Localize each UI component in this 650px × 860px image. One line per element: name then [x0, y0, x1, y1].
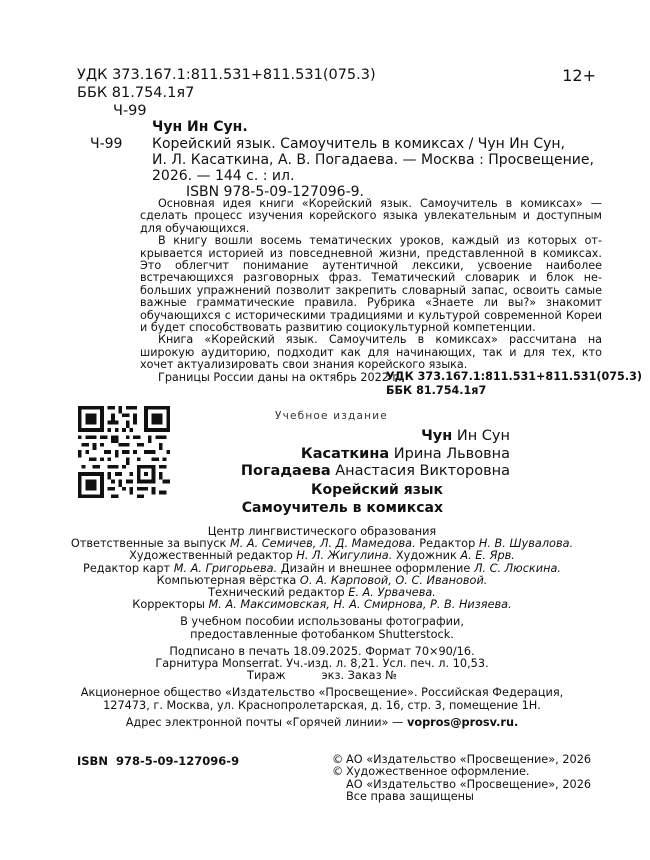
copyright-block — [332, 754, 591, 804]
email-address[interactable]: vopros@prosv.ru. — [406, 715, 519, 729]
biblio-line2: И. Л. Касаткина, А. В. Погадаева. — Москва : Просвещение, — [152, 152, 594, 168]
editor-label: Редактор — [419, 537, 476, 551]
copyright-icon: © — [332, 753, 344, 766]
copyright-line2 — [332, 766, 591, 778]
art-editor-label: Художественный редактор — [129, 549, 293, 563]
tech-editor-label: Технический редактор — [208, 586, 345, 600]
correctors-label: Корректоры — [132, 598, 205, 612]
font-line: Гарнитура Monserrat. Уч.-изд. л. 8,21. Усл. печ. л. 10,53. — [155, 657, 489, 671]
author-2 — [140, 446, 510, 464]
signed-line: Подписано в печать 18.09.2025. Формат 70×90/16. — [169, 644, 475, 658]
annotation — [140, 198, 602, 384]
artist-name: А. Е. Ярв. — [460, 549, 515, 563]
age-rating: 12+ — [562, 66, 596, 85]
design-name: Л. С. Люскина. — [473, 561, 561, 575]
udk-repeat — [386, 370, 642, 398]
resp-label: Ответственные за выпуск — [70, 537, 227, 551]
author-heading: Чун Ин Сун. — [152, 119, 248, 135]
photo-line2: предоставленные фотобанком Shutterstock. — [190, 627, 454, 641]
print-run-line: Тираж экз. Заказ № — [247, 669, 397, 683]
publisher-line2: 127473, г. Москва, ул. Краснопролетарская, д. 16, стр. 3, помещение 1Н. — [103, 698, 541, 712]
biblio-line3: 2026. — 144 с. : ил. — [152, 168, 295, 184]
copyright-line3: АО «Издательство «Просвещение», 2026 — [346, 777, 592, 791]
classification-block — [77, 66, 376, 120]
copyright-text2: Художественное оформление. — [346, 765, 530, 779]
edition-type: Учебное издание — [275, 410, 388, 422]
biblio-isbn: ISBN 978-5-09-127096-9. — [186, 184, 364, 200]
author-3-surname: Погадаева — [240, 463, 331, 479]
author-1 — [140, 428, 510, 446]
map-editor-name: М. А. Григорьева. — [173, 561, 278, 575]
book-subtitle: Самоучитель в комиксах — [241, 500, 443, 516]
copyright-text1: АО «Издательство «Просвещение», 2026 — [346, 753, 592, 766]
layout-names: О. А. Карповой, О. С. Ивановой. — [299, 573, 488, 587]
art-editor-name: Н. Л. Жигулина. — [296, 549, 393, 563]
footer-isbn: ISBN 978-5-09-127096-9 — [77, 754, 240, 768]
author-1-surname: Чун — [421, 428, 453, 444]
author-2-name: Ирина Львовна — [393, 445, 510, 462]
author-3-name: Анастасия Викторовна — [335, 463, 510, 479]
email-label: Адрес электронной почты «Горячей линии» — — [125, 715, 404, 729]
publisher-line1: Акционерное общество «Издательство «Просвещение». Российская Федерация, — [80, 686, 564, 700]
photo-line1: В учебном пособии использованы фотографии, — [180, 615, 464, 629]
layout-label: Компьютерная вёрстка — [156, 573, 297, 587]
bbk-repeat-code: ББК 81.754.1я7 — [386, 384, 487, 397]
biblio-author-mark: Ч-99 — [90, 136, 123, 152]
authors-list — [140, 428, 510, 481]
map-editor-label: Редактор карт — [83, 561, 171, 575]
annotation-p1: Основная идея книги «Корейский язык. Самоучитель в комиксах» — сделать процесс изучения корейского языка увлекательным и доступным для обучающихся. — [140, 197, 602, 235]
imprint-correctors — [60, 599, 584, 611]
bbk-code: ББК 81.754.1я7 — [77, 85, 195, 101]
copyright-line4: Все права защищены — [346, 790, 474, 804]
correctors-names: М. А. Максимовская, Н. А. Смирнова, Р. В. Низяева. — [208, 598, 512, 612]
author-3 — [140, 463, 510, 481]
annotation-p4: Границы России даны на октябрь 2022 г. — [158, 370, 402, 384]
author-1-name: Ин Сун — [456, 428, 510, 444]
author-2-surname: Касаткина — [300, 445, 390, 462]
imprint-center: Центр лингвистического образования — [207, 525, 437, 538]
author-mark: Ч-99 — [113, 103, 147, 119]
design-label: Дизайн и внешнее оформление — [280, 561, 471, 575]
tech-editor-name: Е. А. Урвачева. — [348, 586, 436, 600]
artist-label: Художник — [395, 549, 457, 563]
editor-name: Н. В. Шувалова. — [478, 537, 574, 551]
imprint — [60, 526, 584, 729]
biblio-line1: Корейский язык. Самоучитель в комиксах / Чун Ин Сун, — [152, 136, 565, 152]
biblio-description — [152, 136, 602, 200]
udk-code: УДК 373.167.1:811.531+811.531(075.3) — [77, 67, 376, 83]
email-line — [60, 717, 584, 729]
udk-repeat-code: УДК 373.167.1:811.531+811.531(075.3) — [386, 370, 642, 383]
annotation-p3: Книга «Корейский язык. Самоучитель в комиксах» рассчитана на широкую аудиторию, подходит как для начинающих, так и для тех, кто хочет актуализировать свои знания корейского языка. — [140, 333, 602, 372]
book-title: Корейский язык — [311, 482, 443, 498]
book-title-block — [140, 481, 443, 517]
resp-names: М. А. Семичев, Л. Д. Мамедова. — [229, 537, 416, 551]
annotation-p2: В книгу вошли восемь тематических уроков, каждый из которых открывается историей из повседневной жизни, представленной в комиксах. Это облегчит понимание аутентичной лексики, усвоение наиболее встречающихся разговорных фраз. Тематический словарик и блок небольших упражнений позволит закрепить словарный запас, освоить самые важные грамматические правила. Рубрика «Знаете ли вы?» знакомит обучающихся с историческими традициями и культурой современной Кореи и будет способствовать развитию социокультурной компетенции. — [140, 234, 602, 335]
copyright-icon: © — [332, 765, 344, 779]
